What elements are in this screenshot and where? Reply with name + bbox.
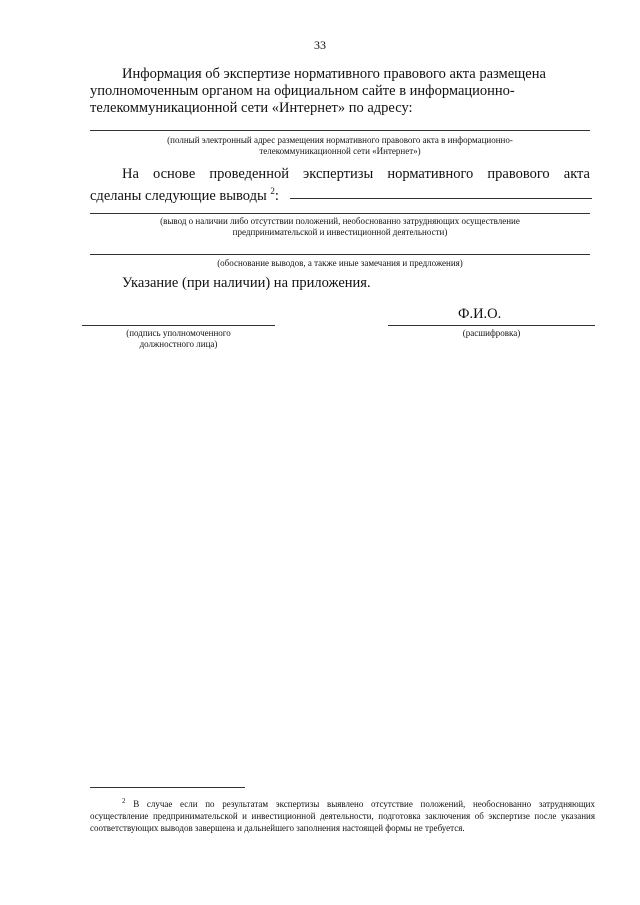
signature-fill-line[interactable]	[82, 325, 275, 326]
decode-caption: (расшифровка)	[462, 328, 521, 338]
justification-fill-line[interactable]	[90, 254, 590, 255]
conclusions-line-2: сделаны следующие выводы $^2$:	[90, 186, 279, 204]
conclusions-line-1: На основе проведенной экспертизы нормативного правового акта	[122, 166, 590, 182]
intro-line-2: уполномоченным органом на официальном сайте в информационно-	[90, 83, 515, 99]
justification-caption: (обоснование выводов, а также иные замечания и предложения)	[217, 258, 463, 268]
intro-line-3: телекоммуникационной сети «Интернет» по адресу:	[90, 100, 413, 116]
footnote-separator	[90, 787, 245, 788]
footnote-number: 2	[122, 797, 126, 805]
conclusion-caption: (вывод о наличии либо отсутствии положений, необоснованно затрудняющих осуществление предпринимательской и инвестиционной деятельности)	[160, 216, 520, 237]
footnote	[90, 795, 595, 834]
conclusions-fill-line-inline[interactable]	[290, 198, 592, 199]
attachments-text: Указание (при наличии) на приложения.	[122, 275, 371, 291]
address-caption: (полный электронный адрес размещения нормативного правового акта в информационно- телекоммуникационной сети «Интернет»)	[167, 135, 513, 156]
footnote-text: В случае если по результатам экспертизы выявлено отсутствие положений, необоснованно затрудняющих осуществление предпринимательской и инвестиционной деятельности, подготовка заключения об экспертизе после указания соответствующих выводов завершена и дальнейшего заполнения настоящей формы не требуется.	[90, 799, 596, 833]
conclusion-fill-line[interactable]	[90, 213, 590, 214]
intro-paragraph	[90, 66, 590, 117]
decode-fill-line[interactable]	[388, 325, 595, 326]
intro-line-1: Информация об экспертизе нормативного правового акта размещена	[122, 66, 546, 82]
signature-fio: Ф.И.О.	[458, 306, 502, 322]
address-fill-line[interactable]	[90, 130, 590, 131]
signature-caption: (подпись уполномоченного должностного лица)	[126, 328, 231, 349]
footnote-reference: 2	[270, 186, 275, 196]
page-number: 33	[314, 38, 326, 52]
